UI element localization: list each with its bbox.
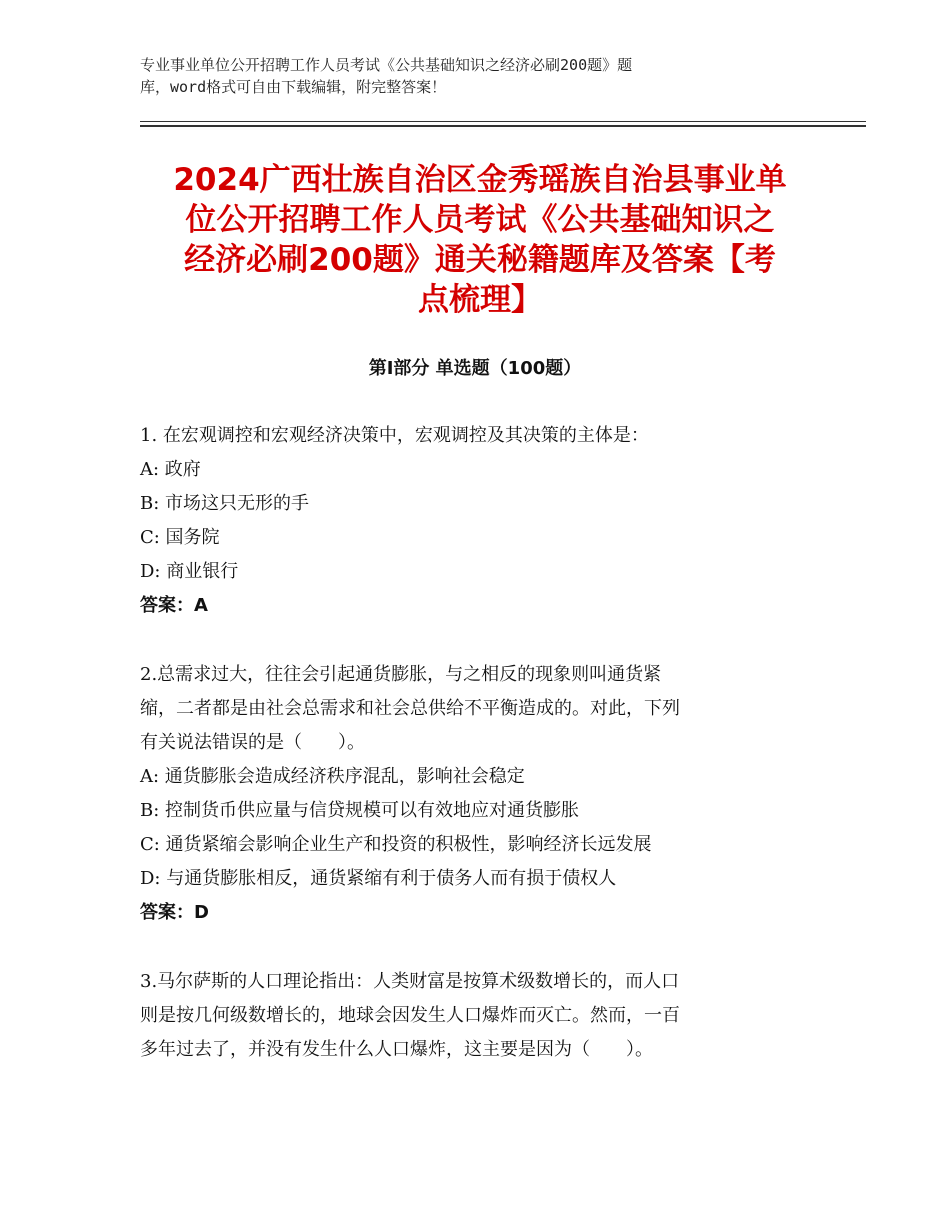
document-title xyxy=(140,160,820,320)
option-b: B: 控制货币供应量与信贷规模可以有效地应对通货膨胀 xyxy=(140,800,580,821)
answer: 答案：A xyxy=(140,595,208,616)
question-stem: 3.马尔萨斯的人口理论指出：人类财富是按算术级数增长的，而人口 xyxy=(140,971,680,992)
header-divider-thick xyxy=(140,125,866,127)
option-d: D: 商业银行 xyxy=(140,561,239,582)
header-note xyxy=(140,54,780,98)
question-stem: 则是按几何级数增长的，地球会因发生人口爆炸而灭亡。然而，一百 xyxy=(140,1005,680,1026)
title-line: 位公开招聘工作人员考试《公共基础知识之 xyxy=(185,202,775,238)
title-line: 点梳理】 xyxy=(418,282,542,318)
header-divider-thin xyxy=(140,121,866,122)
question-stem: 有关说法错误的是（ ）。 xyxy=(140,732,365,753)
option-c: C: 通货紧缩会影响企业生产和投资的积极性，影响经济长远发展 xyxy=(140,834,652,855)
question-3 xyxy=(140,965,800,1067)
question-stem: 2.总需求过大，往往会引起通货膨胀，与之相反的现象则叫通货紧 xyxy=(140,664,662,685)
option-a: A: 通货膨胀会造成经济秩序混乱，影响社会稳定 xyxy=(140,766,525,787)
question-stem: 缩，二者都是由社会总需求和社会总供给不平衡造成的。对此，下列 xyxy=(140,698,680,719)
header-note-line: 库，word格式可自由下载编辑，附完整答案！ xyxy=(140,78,447,96)
answer: 答案：D xyxy=(140,902,209,923)
title-line: 经济必刷200题》通关秘籍题库及答案【考 xyxy=(184,242,776,278)
option-c: C: 国务院 xyxy=(140,527,220,548)
option-a: A: 政府 xyxy=(140,459,201,480)
option-b: B: 市场这只无形的手 xyxy=(140,493,310,514)
option-d: D: 与通货膨胀相反，通货紧缩有利于债务人而有损于债权人 xyxy=(140,868,617,889)
question-stem: 多年过去了，并没有发生什么人口爆炸，这主要是因为（ ）。 xyxy=(140,1039,653,1060)
question-1 xyxy=(140,419,800,623)
header-note-line: 专业事业单位公开招聘工作人员考试《公共基础知识之经济必刷200题》题 xyxy=(140,56,633,74)
title-line: 2024广西壮族自治区金秀瑶族自治县事业单 xyxy=(173,162,787,198)
question-stem: 1. 在宏观调控和宏观经济决策中，宏观调控及其决策的主体是： xyxy=(140,425,649,446)
question-2 xyxy=(140,658,800,930)
section-title: 第Ⅰ部分 单选题（100题） xyxy=(368,358,582,379)
